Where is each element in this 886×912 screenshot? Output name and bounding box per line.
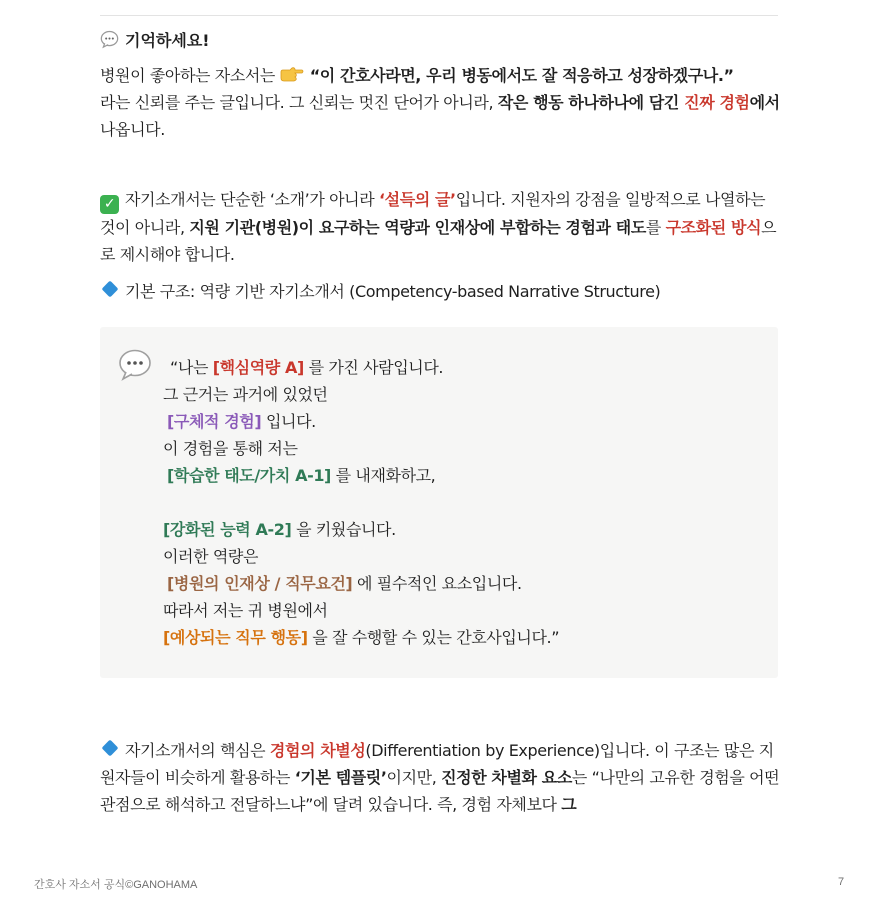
- highlight-text: 진짜 경험: [684, 93, 750, 112]
- speech-bubble-icon: [118, 348, 152, 382]
- placeholder-job-behavior: [예상되는 직무 행동]: [163, 628, 308, 647]
- bold-text: 에서: [749, 93, 780, 112]
- text-span: 라는 신뢰를 주는 글입니다. 그 신뢰는 멋진 단어가 아니라,: [100, 93, 498, 112]
- highlight-text: 구조화된 방식: [665, 218, 762, 237]
- text-span: 나옵니다.: [100, 120, 165, 139]
- heading-text: 기억하세요!: [125, 31, 210, 50]
- bold-text: 진정한 차별화 요소: [441, 768, 572, 787]
- top-divider: [100, 15, 778, 16]
- text-span: “나는: [170, 358, 213, 377]
- bold-text: 작은 행동 하나하나에 담긴: [497, 93, 685, 112]
- placeholder-attitude: [학습한 태도/가치 A-1]: [167, 466, 331, 485]
- text-span: 입니다. 지원자의 강점을 일방적으로 나열하는 것이 아니라,: [100, 190, 766, 237]
- text-span: 에 필수적인 요소입니다.: [352, 574, 522, 593]
- callout-line: [163, 628, 559, 648]
- callout-line: [167, 574, 522, 594]
- callout-line: 이 경험을 통해 저는: [163, 439, 298, 458]
- paragraph-trust: [100, 62, 780, 143]
- callout-line: 그 근거는 과거에 있었던: [163, 385, 328, 404]
- section-heading: [100, 30, 210, 51]
- placeholder-ability: [강화된 능력 A-2]: [163, 520, 292, 539]
- text-span: 이지만,: [386, 768, 442, 787]
- text-span: 입니다.: [261, 412, 316, 431]
- quote-text: “이 간호사라면, 우리 병동에서도 잘 적응하고 성장하겠구나.”: [309, 66, 734, 85]
- bold-text: 지원 기관(병원)이 요구하는 역량과 인재상에 부합하는 경험과 태도: [189, 218, 646, 237]
- text-span: 는 “나만의 고유한 경험을 어떤 관점으로 해석하고 전달하느냐”에 달려 있습니다. 즉, 경험 자체보다: [100, 768, 780, 814]
- speech-bubble-icon: [100, 30, 119, 49]
- highlight-text: 경험의 차별성: [269, 741, 366, 760]
- paragraph-differentiation: [100, 737, 780, 818]
- callout-line: 이러한 역량은: [163, 547, 259, 566]
- paragraph-persuasion: [100, 186, 780, 268]
- blue-diamond-icon: [102, 281, 119, 298]
- text-span: 를 내재화하고,: [330, 466, 436, 485]
- text-span: 을 잘 수행할 수 있는 간호사입니다.”: [307, 628, 560, 647]
- callout-line: 따라서 저는 귀 병원에서: [163, 601, 328, 620]
- text-span: 자기소개서는 단순한 ‘소개’가 아니라: [125, 190, 379, 209]
- blue-diamond-icon: [102, 740, 119, 757]
- text-span: 기본 구조: 역량 기반 자기소개서 (Competency-based Narrative Structure): [125, 282, 661, 301]
- bold-text: 그: [561, 795, 577, 814]
- text-span: 자기소개서의 핵심은: [125, 741, 270, 760]
- check-mark-icon: ✓: [100, 195, 119, 214]
- footer-credit: 간호사 자소서 공식©GANOHAMA: [34, 879, 198, 891]
- callout-line: [170, 358, 443, 378]
- text-span: 를: [645, 218, 666, 237]
- text-span: 를 가진 사람입니다.: [303, 358, 444, 377]
- paragraph-structure: [100, 278, 780, 305]
- placeholder-core-competency: [핵심역량 A]: [212, 358, 304, 377]
- page-number: 7: [838, 876, 845, 888]
- text-span: 을 키웠습니다.: [291, 520, 396, 539]
- placeholder-experience: [구체적 경험]: [167, 412, 262, 431]
- bold-text: ‘기본 템플릿’: [294, 768, 387, 787]
- highlight-text: ‘설득의 글’: [378, 190, 456, 209]
- callout-line: [167, 466, 435, 486]
- pointing-hand-icon: [280, 67, 304, 83]
- template-callout: [100, 327, 778, 678]
- callout-line: [163, 520, 396, 540]
- text-span: 으로 제시해야 합니다.: [100, 218, 777, 264]
- text-span: 병원이 좋아하는 자소서는: [100, 66, 280, 85]
- text-span: (Differentiation by Experience)입니다. 이 구조는 많은 지원자들이 비슷하게 활용하는: [100, 741, 774, 787]
- callout-line: [167, 412, 316, 432]
- placeholder-hospital-requirements: [병원의 인재상 / 직무요건]: [167, 574, 353, 593]
